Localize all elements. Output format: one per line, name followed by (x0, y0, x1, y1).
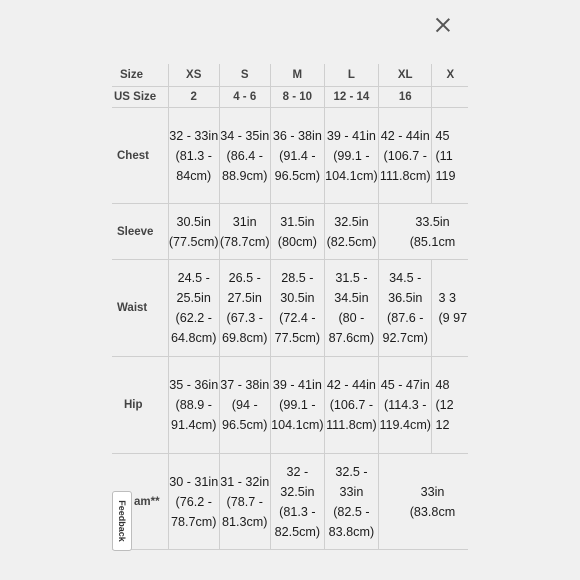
table-cell: 37 - 38in (94 - 96.5cm) (219, 357, 270, 454)
table-cell: 32.5 - 33in (82.5 - 83.8cm) (324, 454, 378, 550)
size-xl: XL (378, 64, 432, 87)
us-size-label: US Size (112, 87, 168, 108)
table-cell: 31.5in (80cm) (270, 204, 324, 260)
table-cell: 34.5 - 36.5in (87.6 - 92.7cm) (378, 260, 432, 357)
table-cell: 39 - 41in (99.1 - 104.1cm) (324, 108, 378, 204)
table-cell: 33in (83.8cm (378, 454, 468, 550)
table-row (112, 108, 468, 204)
size-l: L (324, 64, 378, 87)
size-header-row (112, 64, 468, 87)
table-cell: 26.5 - 27.5in (67.3 - 69.8cm) (219, 260, 270, 357)
size-label: Size (112, 64, 168, 87)
table-cell: 36 - 38in (91.4 - 96.5cm) (270, 108, 324, 204)
table-cell: 30.5in (77.5cm) (168, 204, 219, 260)
table-cell: 32 - 33in (81.3 - 84cm) (168, 108, 219, 204)
us-size-l: 12 - 14 (324, 87, 378, 108)
size-chart-viewport[interactable] (112, 64, 468, 554)
close-icon[interactable] (434, 16, 452, 34)
table-cell: 31 - 32in (78.7 - 81.3cm) (219, 454, 270, 550)
table-cell: 48 (12 12 (432, 357, 468, 454)
row-label-waist: Waist (112, 260, 168, 357)
us-size-m: 8 - 10 (270, 87, 324, 108)
row-label-sleeve: Sleeve (112, 204, 168, 260)
row-label-inseam: am** (112, 454, 168, 550)
feedback-button[interactable] (112, 491, 132, 551)
table-cell: 31in (78.7cm) (219, 204, 270, 260)
table-cell: 42 - 44in (106.7 - 111.8cm) (324, 357, 378, 454)
table-cell: 45 (11 119 (432, 108, 468, 204)
table-row (112, 357, 468, 454)
size-s: S (219, 64, 270, 87)
table-cell: 39 - 41in (99.1 - 104.1cm) (270, 357, 324, 454)
table-row (112, 204, 468, 260)
table-row (112, 454, 468, 550)
table-cell: 35 - 36in (88.9 - 91.4cm) (168, 357, 219, 454)
table-row (112, 260, 468, 357)
table-cell: 33.5in (85.1cm (378, 204, 468, 260)
table-cell: 3 3 (9 97 (432, 260, 468, 357)
row-label-hip: Hip (112, 357, 168, 454)
table-cell: 32 - 32.5in (81.3 - 82.5cm) (270, 454, 324, 550)
table-cell: 28.5 - 30.5in (72.4 - 77.5cm) (270, 260, 324, 357)
table-cell: 45 - 47in (114.3 - 119.4cm) (378, 357, 432, 454)
table-cell: 34 - 35in (86.4 - 88.9cm) (219, 108, 270, 204)
us-size-xs: 2 (168, 87, 219, 108)
us-size-partial (432, 87, 468, 108)
size-m: M (270, 64, 324, 87)
table-cell: 32.5in (82.5cm) (324, 204, 378, 260)
table-cell: 24.5 - 25.5in (62.2 - 64.8cm) (168, 260, 219, 357)
size-chart-table (112, 64, 468, 550)
size-xs: XS (168, 64, 219, 87)
size-partial: X (432, 64, 468, 87)
us-size-s: 4 - 6 (219, 87, 270, 108)
table-cell: 30 - 31in (76.2 - 78.7cm) (168, 454, 219, 550)
table-cell: 42 - 44in (106.7 - 111.8cm) (378, 108, 432, 204)
row-label-chest: Chest (112, 108, 168, 204)
us-size-xl: 16 (378, 87, 432, 108)
feedback-label: Feedback (117, 500, 127, 542)
us-size-row (112, 87, 468, 108)
table-cell: 31.5 - 34.5in (80 - 87.6cm) (324, 260, 378, 357)
